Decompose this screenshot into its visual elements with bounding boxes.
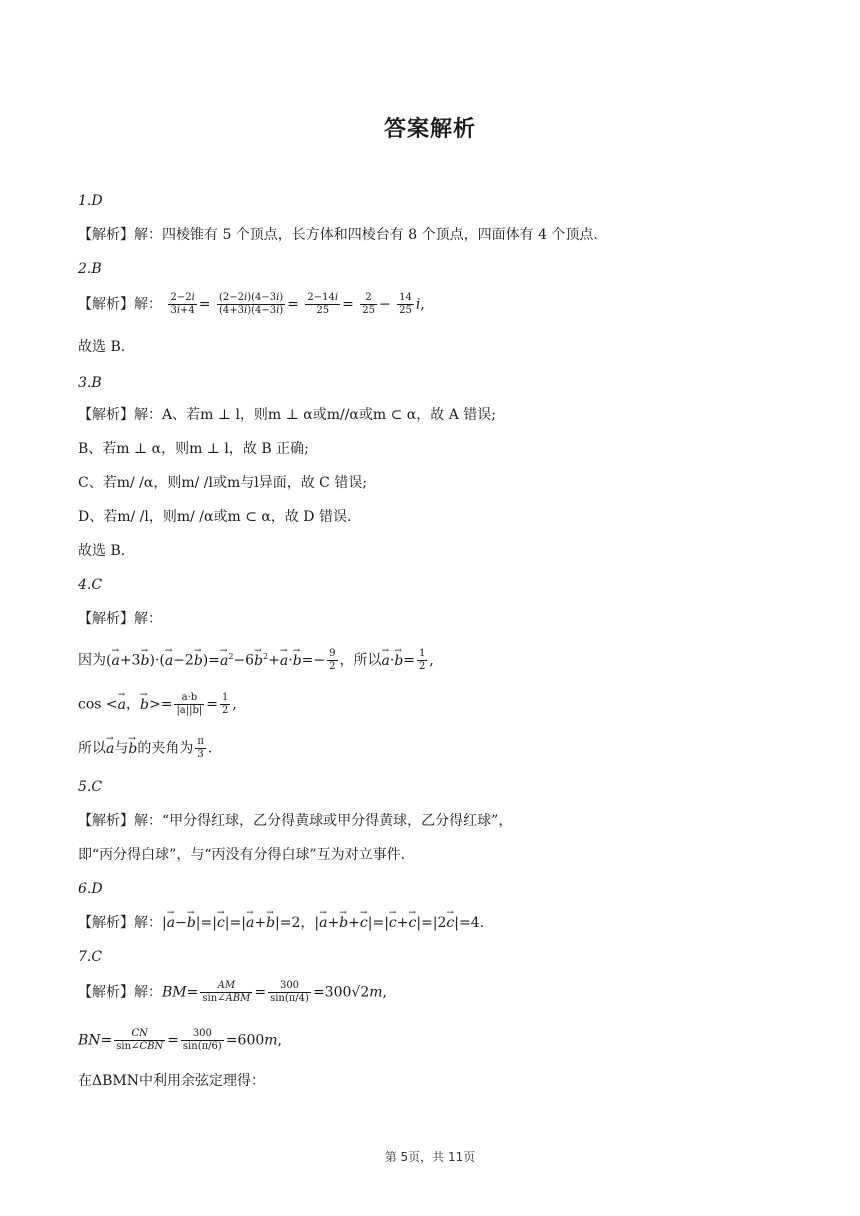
- page-title: 答案解析: [383, 117, 476, 142]
- q5-line-1: 【解析】解：“甲分得红球，乙分得黄球或甲分得黄球，乙分得红球”，: [78, 813, 513, 829]
- q2-frac2: $\frac{(2-2i)(4-3i)}{(4+3i)(4-3i)}$: [218, 292, 284, 316]
- q1-explanation: 【解析】解：四棱锥有 5 个顶点，长方体和四棱台有 8 个顶点，四面体有 4 个顶点.: [78, 227, 598, 243]
- q4-lead: 【解析】解：: [78, 611, 162, 627]
- q6-explanation: 【解析】解：|→ a−→ b|=|→ c|=|→ a+→ b|=2，|→ a+→ b+→ c|=|→ c+→ c|=|2→ c|=4.: [78, 914, 484, 932]
- q7-line-2: BN= $\frac{CN}{\text{sin∠CBN}}$ = $\frac{300}{\sin(\pi/6)}$ =600m,: [78, 1028, 282, 1052]
- q5-line-2: 即“丙分得白球”，与“丙没有分得白球”互为对立事件.: [78, 847, 406, 863]
- q2-frac4: $\frac{2}{25}$: [362, 292, 375, 316]
- q3-line-a: 【解析】解：A、若m ⊥ l，则m ⊥ α或m//α或m ⊂ α，故 A 错误;: [78, 407, 496, 423]
- q4-answer: 4.C: [78, 577, 103, 593]
- q3-line-c: C、若m/ /α，则m/ /l或m与l异面，故 C 错误;: [78, 475, 368, 491]
- q7-line-1: 【解析】解：BM= $\frac{AM}{\text{sin∠ABM}}$ = $\frac{300}{\sin(\pi/4)}$ =300√2m,: [78, 980, 387, 1004]
- q4-line-2: cos <→ a，→ b>= $\frac{a\cdot b}{|a||b|}$ = $\frac{1}{2}$ ,: [78, 692, 237, 717]
- q2-conclusion: 故选 B.: [78, 339, 126, 355]
- q2-frac3: $\frac{2-14i}{25}$: [307, 292, 339, 316]
- q2-lead: 【解析】解：: [78, 296, 162, 313]
- q2-frac5: $\frac{14}{25}$: [399, 292, 412, 316]
- q3-line-d: D、若m/ /l，则m/ /α或m ⊂ α，故 D 错误.: [78, 509, 352, 525]
- q2-explanation: 【解析】解： $\frac{2-2i}{3i+4}$ = $\frac{(2-2i)(4-3i)}{(4+3i)(4-3i)}$ = $\frac{2-14i}{25}$ = $\frac{2}{25}$ − $\frac{14}{25}$ i,: [78, 292, 425, 316]
- q6-answer: 6.D: [78, 881, 103, 897]
- q3-conclusion: 故选 B.: [78, 543, 126, 559]
- page-footer: 第 5页，共 11页: [384, 1150, 476, 1164]
- q4-line-3: 所以→ a与→ b的夹角为 $\frac{\pi}{3}$ .: [78, 736, 212, 761]
- q5-answer: 5.C: [78, 779, 103, 795]
- q3-answer: 3.B: [78, 375, 102, 391]
- q7-line-3: 在ΔBMN中利用余弦定理得：: [78, 1073, 265, 1089]
- q7-answer: 7.C: [78, 949, 103, 965]
- q3-line-b: B、若m ⊥ α，则m ⊥ l，故 B 正确;: [78, 441, 309, 457]
- q2-answer: 2.B: [78, 261, 102, 277]
- q1-answer: 1.D: [78, 193, 103, 209]
- q2-frac1: $\frac{2-2i}{3i+4}$: [170, 292, 195, 316]
- q4-line-1: 因为(→ $a+3\to b)\cdot(\to a-2\to b)=\to a^2-6\to b^2+\to a\cdot\to b=-$ $\frac{9}{2}$ ，所以→ a·→ b= $\frac{1}{2}$ ,: [78, 648, 434, 673]
